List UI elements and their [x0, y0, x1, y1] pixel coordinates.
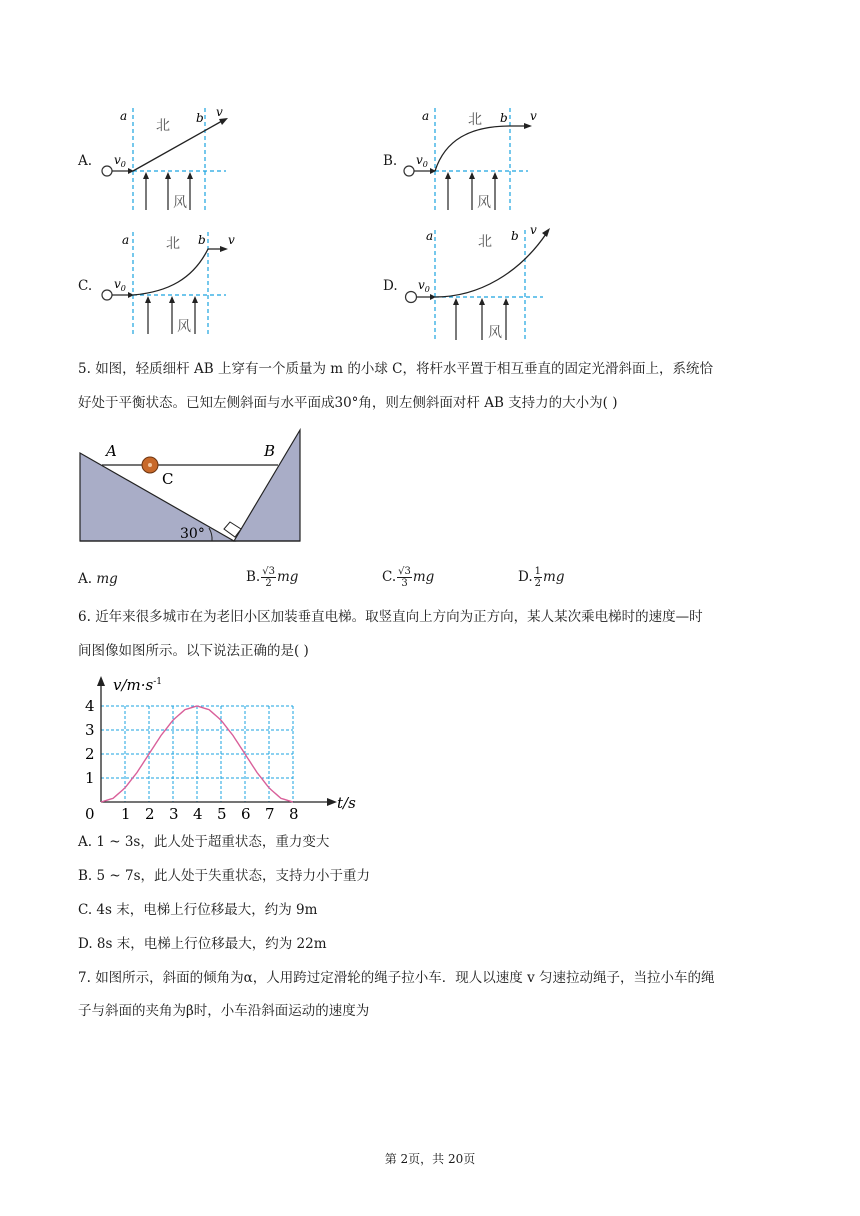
q7-number: 7.: [78, 970, 91, 986]
v-label: v: [216, 105, 223, 119]
fraction: $\frac{1}{2}$: [534, 566, 542, 589]
v0-label: $v_0$: [114, 153, 126, 169]
v-label: v: [228, 233, 235, 247]
q5-line2: 好处于平衡状态。已知左侧斜面与水平面成30°角，则左侧斜面对杆 AB 支持力的大小为( ): [78, 395, 618, 411]
label-b: B: [264, 442, 276, 460]
y-axis-arrow: [97, 676, 105, 686]
fraction: $\frac{√3}{2}$: [262, 566, 275, 589]
q6-vt-chart: [78, 672, 368, 820]
north-label: 北: [156, 118, 170, 134]
line-a-label: a: [426, 229, 434, 243]
line-a-label: a: [122, 233, 130, 247]
y-tick-label: 2: [85, 745, 95, 763]
q7-text-1: 如图所示，斜面的倾角为α，人用跨过定滑轮的绳子拉小车．现人以速度 v 匀速拉动绳子，当拉小车的绳: [95, 970, 715, 986]
line-b-label: b: [198, 233, 206, 247]
q4-option-b-label: B.: [383, 153, 398, 169]
line-a-label: a: [422, 109, 430, 123]
q5-line1: [78, 359, 713, 379]
q7-line1: [78, 968, 715, 988]
q4-figure-c: [98, 224, 258, 339]
x-tick-label: 0: [85, 805, 95, 820]
q6-option-a[interactable]: A. 1 ~ 3s，此人处于超重状态，重力变大: [78, 834, 330, 850]
x-axis-arrow: [327, 798, 337, 806]
q6-line2: 间图像如图所示。以下说法正确的是( ): [78, 643, 309, 659]
q6-text-1: 近年来很多城市在为老旧小区加装垂直电梯。取竖直向上方向为正方向，某人某次乘电梯时的速度—时: [95, 609, 703, 625]
v0-label: $v_0$: [418, 278, 430, 294]
q5-option-c[interactable]: C. $\frac{√3}{3}$ mg: [382, 566, 435, 589]
x-tick-label: 7: [265, 805, 275, 820]
x-tick-label: 6: [241, 805, 251, 820]
q4-figure-b: [400, 100, 560, 215]
q5-figure: [78, 426, 306, 544]
chart-grid: [101, 706, 293, 802]
x-tick-label: 8: [289, 805, 299, 820]
q5-number: 5.: [78, 361, 91, 377]
x-axis-label: t/s: [337, 794, 356, 812]
v0-label: $v_0$: [114, 277, 126, 293]
x-tick-label: 3: [169, 805, 179, 820]
q4-option-d-label: D.: [383, 278, 398, 294]
x-tick-label: 4: [193, 805, 203, 820]
wind-label: 风: [488, 325, 502, 341]
line-b-label: b: [511, 229, 519, 243]
page-footer: 第 2页，共 20页: [384, 1152, 476, 1166]
v-label: v: [530, 109, 537, 123]
q6-option-c[interactable]: C. 4s 末，电梯上行位移最大，约为 9m: [78, 902, 318, 918]
wind-label: 风: [177, 319, 191, 335]
v0-label: $v_0$: [416, 153, 428, 169]
x-tick-label: 1: [121, 805, 131, 820]
q5-text-1: 如图，轻质细杆 AB 上穿有一个质量为 m 的小球 C，将杆水平置于相互垂直的固定光滑斜面上，系统恰: [95, 361, 713, 377]
y-tick-label: 3: [85, 721, 95, 739]
label-a: A: [106, 442, 117, 460]
q6-number: 6.: [78, 609, 91, 625]
angle-label: 30°: [180, 526, 205, 542]
q4-option-c-label: C.: [78, 278, 93, 294]
q5-option-d[interactable]: D. $\frac{1}{2}$ mg: [518, 566, 565, 589]
fraction: $\frac{√3}{3}$: [398, 566, 411, 589]
north-label: 北: [166, 236, 180, 252]
x-tick-label: 2: [145, 805, 155, 820]
v-label: v: [530, 223, 537, 237]
q5-option-b[interactable]: B. $\frac{√3}{2}$ mg: [246, 566, 299, 589]
q4-figure-a: [98, 100, 238, 215]
wind-label: 风: [173, 195, 187, 211]
q4-option-a-label: A.: [78, 153, 93, 169]
line-a-label: a: [120, 109, 128, 123]
y-tick-label: 1: [85, 769, 95, 787]
wind-label: 风: [477, 195, 491, 211]
q6-option-b[interactable]: B. 5 ~ 7s，此人处于失重状态，支持力小于重力: [78, 868, 371, 884]
q4-figure-d: [400, 222, 560, 344]
line-b-label: b: [196, 111, 204, 125]
y-axis-label: $v/m\cdot s^{-1}$: [113, 676, 162, 694]
x-tick-label: 5: [217, 805, 227, 820]
q7-line2: 子与斜面的夹角为β时，小车沿斜面运动的速度为: [78, 1003, 370, 1019]
chart-axes: [97, 676, 337, 806]
q5-option-a[interactable]: A. mg: [78, 571, 118, 587]
north-label: 北: [478, 234, 492, 250]
line-b-label: b: [500, 111, 508, 125]
q6-option-d[interactable]: D. 8s 末，电梯上行位移最大，约为 22m: [78, 936, 327, 952]
label-c: C: [162, 470, 174, 488]
y-tick-label: 4: [85, 697, 95, 715]
q6-line1: [78, 607, 703, 627]
north-label: 北: [468, 112, 482, 128]
